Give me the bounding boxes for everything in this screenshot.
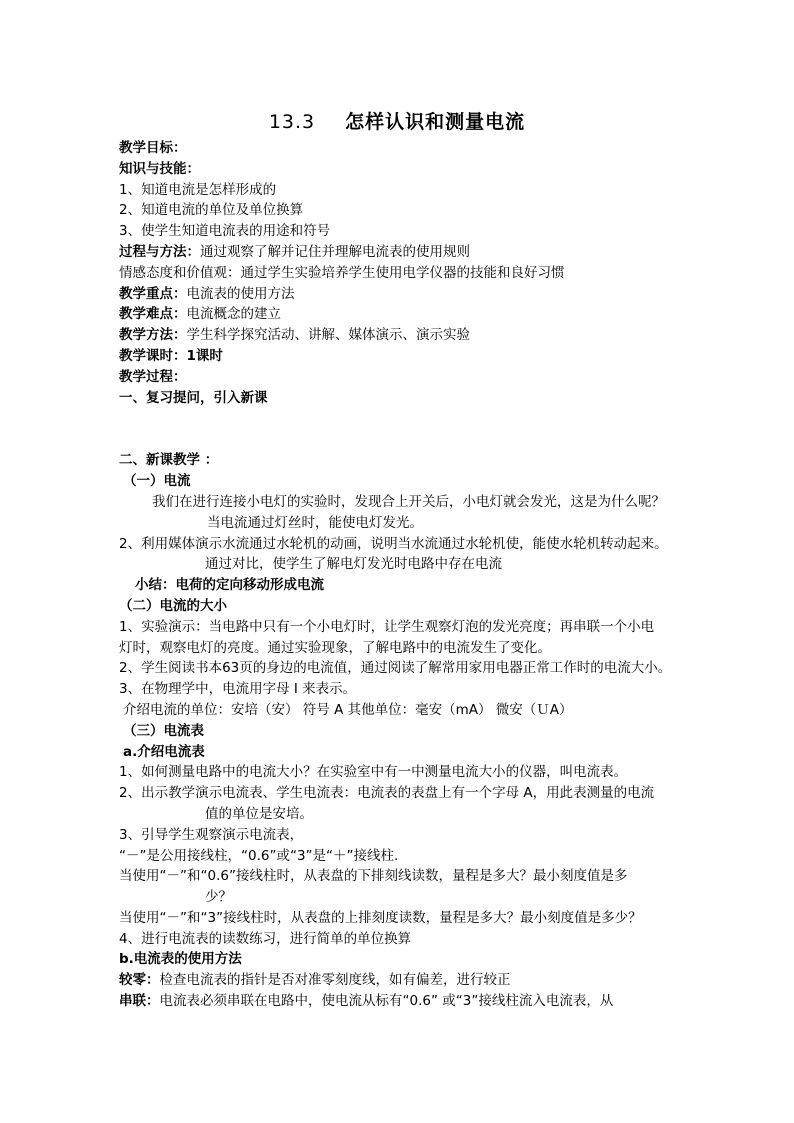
objectives-heading: 教学目标： [119, 140, 187, 156]
zeroing-text: 检查电流表的指针是否对准零刻度线，如有偏差，进行较正 [159, 972, 511, 989]
review-heading: 一、复习提问，引入新课 [119, 389, 268, 406]
difficulty [119, 304, 679, 325]
blank-space [119, 408, 679, 450]
experiment-item-line1: 1、实验演示：当电路中只有一个小电灯时，让学生观察灯泡的发光亮度；再串联一个小电 [119, 618, 655, 635]
ammeter-item-3: 3、引导学生观察演示电流表， [119, 826, 304, 843]
subsection-a-heading: a.介绍电流表 [123, 743, 205, 760]
class-hours: 教学课时：1课时 [119, 347, 223, 364]
knowledge-item: 2、知道电流的单位及单位换算 [119, 202, 304, 219]
reading-item: 2、学生阅读书本63页的身边的电流值，通过阅读了解常用家用电器正常工作时的电流大小。 [119, 660, 672, 677]
teaching-method [119, 325, 679, 346]
key-point-label: 教学重点： [119, 285, 187, 302]
process-text: 通过观察了解并记住并理解电流表的使用规则 [200, 243, 470, 260]
subsection-b-heading: b.电流表的使用方法 [119, 951, 242, 968]
summary-line: 小结：电荷的定向移动形成电流 [135, 577, 324, 594]
difficulty-text: 电流概念的建立 [186, 306, 281, 323]
ammeter-item-4: 4、进行电流表的读数练习，进行简单的单位换算 [119, 930, 412, 947]
range-06-line2: 少？ [205, 889, 232, 906]
section-number: 13.3 [268, 111, 316, 133]
knowledge-heading: 知识与技能： [119, 160, 200, 177]
range-3-line: 当使用“－”和“3”接线柱时，从表盘的上排刻度读数，量程是多大？最小刻度值是多少？ [119, 909, 642, 926]
zeroing-label: 较零： [119, 972, 160, 989]
ammeter-item-2-line2: 值的单位是安培。 [205, 805, 313, 822]
key-point-text: 电流表的使用方法 [186, 285, 295, 302]
terminals-line: “－”是公用接线柱，“0.6”或“3”是“＋”接线柱. [119, 847, 399, 864]
section-ammeter-heading: （三）电流表 [123, 722, 204, 739]
comparison-line: 通过对比，使学生了解电灯发光时电路中存在电流 [205, 556, 502, 573]
units-line: 介绍电流的单位：安培（安） 符号 A 其他单位：毫安（mA） 微安（ＵA） [123, 701, 573, 718]
page-title [0, 107, 794, 134]
series-label: 串联： [119, 993, 160, 1010]
key-point [119, 284, 679, 305]
knowledge-item: 3、使学生知道电流表的用途和符号 [119, 223, 331, 240]
method-text: 学生科学探究活动、讲解、媒体演示、演示实验 [186, 327, 470, 344]
zeroing-line [119, 970, 679, 991]
title-text: 怎样认识和测量电流 [345, 111, 526, 133]
section-magnitude-heading: （二）电流的大小 [119, 597, 227, 614]
ammeter-item-2-line1: 2、出示教学演示电流表、学生电流表：电流表的表盘上有一个字母 A，用此表测量的电流 [119, 785, 655, 802]
question-line: 我们在进行连接小电灯的实验时，发现合上开关后，小电灯就会发光，这是为什么呢？ [152, 493, 665, 510]
new-lesson-heading: 二、新课教学 ： [119, 452, 219, 469]
process-method [119, 242, 679, 263]
process-label: 过程与方法： [119, 243, 200, 260]
animation-item: 2、利用媒体演示水流通过水轮机的动画，说明当水流通过水轮机使，能使水轮机转动起来。 [119, 535, 668, 552]
series-line [119, 991, 679, 1012]
method-label: 教学方法： [119, 327, 187, 344]
ammeter-item-1: 1、如何测量电路中的电流大小？在实验室中有一中测量电流大小的仪器，叫电流表。 [119, 764, 628, 781]
process-heading: 教学过程： [119, 368, 187, 385]
section-current-heading: （一）电流 [123, 473, 191, 490]
answer-line: 当电流通过灯丝时，能使电灯发光。 [207, 514, 423, 531]
range-06-line1: 当使用“－”和“0.6”接线柱时，从表盘的下排刻线读数，量程是多大？最小刻度值是多 [119, 868, 628, 885]
series-text: 电流表必须串联在电路中，使电流从标有“0.6” 或“3”接线柱流入电流表，从 [159, 993, 614, 1010]
symbol-item: 3、在物理学中，电流用字母 I 来表示。 [119, 681, 357, 698]
difficulty-label: 教学难点： [119, 306, 187, 323]
attitude-line: 情感态度和价值观：通过学生实验培养学生使用电学仪器的技能和良好习惯 [119, 264, 565, 281]
document-body [119, 138, 679, 1012]
knowledge-item: 1、知道电流是怎样形成的 [119, 181, 277, 198]
experiment-item-line2: 灯时，观察电灯的亮度。通过实验现象，了解电路中的电流发生了变化。 [119, 639, 551, 656]
